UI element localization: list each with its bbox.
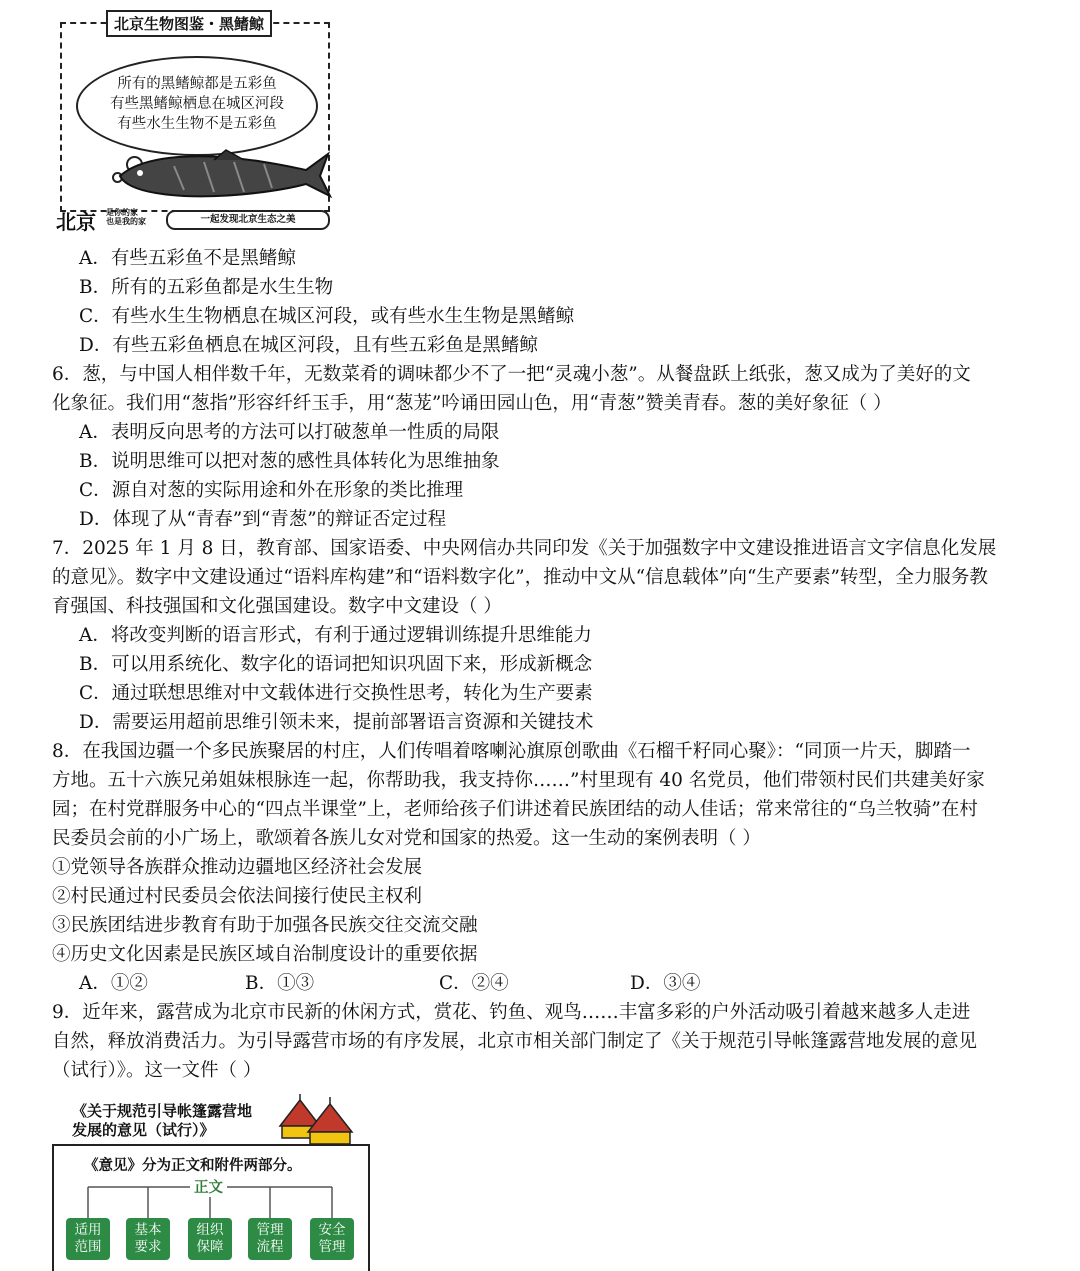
q8-choice-c: C．②④ [439,973,509,994]
document-structure-figure [52,1094,372,1269]
structure-root: 正文 [190,1176,227,1197]
q7-option-d: D．需要运用超前思维引领未来，提前部署语言资源和关键技术 [79,712,594,733]
bubble-line-1: 所有的黑鳍鲸都是五彩鱼 [117,76,277,92]
q8-stem-line-2: 方地。五十六族兄弟姐妹根脉连一起，你帮助我，我支持你……”村里现有 40 名党员，他们带领村民们共建美好家 [52,770,985,791]
q5-option-d: D．有些五彩鱼栖息在城区河段，且有些五彩鱼是黑鳍鲸 [79,335,538,356]
q7-option-c: C．通过联想思维对中文载体进行交换性思考，转化为生产要素 [79,683,593,704]
leaf-label: 流程 [256,1239,284,1255]
thought-bubble [76,56,318,156]
q7-option-b: B．可以用系统化、数字化的语词把知识巩固下来，形成新概念 [79,654,593,675]
q6-stem-line-2: 化象征。我们用“葱指”形容纤纤玉手，用“葱茏”吟诵田园山色，用“青葱”赞美青春。葱的美好象征（ ） [52,393,892,414]
q8-statement-4: ④历史文化因素是民族区域自治制度设计的重要依据 [52,944,478,965]
structure-intro: 《意见》分为正文和附件两部分。 [84,1157,302,1174]
brand-tagline: 是你的家 也是我的家 [106,208,146,226]
leaf-label: 基本 [134,1222,162,1238]
bubble-line-3: 有些水生生物不是五彩鱼 [117,116,277,132]
leaf-label: 适用 [74,1222,102,1238]
q6-option-c: C．源自对葱的实际用途和外在形象的类比推理 [79,480,464,501]
q5-option-a: A．有些五彩鱼不是黑鳍鲸 [79,248,296,269]
q7-stem-line-2: 的意见》。数字中文建设通过“语料库构建”和“语料数字化”，推动中文从“信息载体”向“生产要素”转型，全力服务教 [52,567,988,588]
q8-stem-line-3: 园；在村党群服务中心的“四点半课堂”上，老师给孩子们讲述着民族团结的动人佳话；常来常往的“乌兰牧骑”在村 [52,799,978,820]
q5-option-b: B．所有的五彩鱼都是水生生物 [79,277,334,298]
leaf-label: 范围 [74,1239,102,1255]
structure-box [52,1144,370,1271]
structure-leaf-requirements [126,1218,170,1260]
q6-option-b: B．说明思维可以把对葱的感性具体转化为思维抽象 [79,451,500,472]
q8-stem-line-1: 8．在我国边疆一个多民族聚居的村庄，人们传唱着喀喇沁旗原创歌曲《石榴千籽同心聚》：“同顶一片天，脚踏一 [52,741,971,762]
leaf-label: 要求 [134,1239,162,1255]
leaf-label: 安全 [318,1222,346,1238]
q8-choice-d: D．③④ [630,973,701,994]
illustration-title: 北京生物图鉴・黑鳍鲸 [106,10,272,37]
q9-stem-line-3: （试行）》。这一文件（ ） [52,1060,262,1081]
q9-stem-line-2: 自然，释放消费活力。为引导露营市场的有序发展，北京市相关部门制定了《关于规范引导帐篷露营地发展的意见 [52,1031,978,1052]
slogan-badge: 一起发现北京生态之美 [166,210,330,230]
structure-leaf-organization [188,1218,232,1260]
q7-stem-line-1: 7．2025 年 1 月 8 日，教育部、国家语委、中央网信办共同印发《关于加强数字中文建设推进语言文字信息化发展 [52,538,997,559]
fish-illustration [56,10,336,232]
figure-title [72,1102,252,1140]
q6-option-d: D．体现了从“青春”到“青葱”的辩证否定过程 [79,509,447,530]
tent-icon [278,1094,358,1144]
q6-stem-line-1: 6．葱，与中国人相伴数千年，无数菜肴的调味都少不了一把“灵魂小葱”。从餐盘跃上纸张，葱又成为了美好的文 [52,364,971,385]
leaf-label: 组织 [196,1222,224,1238]
q6-option-a: A．表明反向思考的方法可以打破葱单一性质的局限 [79,422,500,443]
figure-title-line-1: 《关于规范引导帐篷露营地 [72,1102,253,1120]
structure-leaf-process [248,1218,292,1260]
bubble-line-2: 有些黑鳍鲸栖息在城区河段 [110,96,284,112]
q5-option-c: C．有些水生生物栖息在城区河段，或有些水生生物是黑鳍鲸 [79,306,575,327]
leaf-label: 管理 [256,1222,284,1238]
structure-leaf-safety [310,1218,354,1260]
q7-stem-line-3: 育强国、科技强国和文化强国建设。数字中文建设（ ） [52,596,502,617]
q8-statement-3: ③民族团结进步教育有助于加强各民族交往交流交融 [52,915,478,936]
leaf-label: 保障 [196,1239,224,1255]
q8-choice-a: A．①② [79,973,148,994]
q9-stem-line-1: 9．近年来，露营成为北京市民新的休闲方式，赏花、钓鱼、观鸟……丰富多彩的户外活动吸引着越来越多人走进 [52,1002,971,1023]
figure-title-line-2: 发展的意见（试行）》 [72,1121,215,1139]
q8-statement-2: ②村民通过村民委员会依法间接行使民主权利 [52,886,423,907]
q7-option-a: A．将改变判断的语言形式，有利于通过逻辑训练提升思维能力 [79,625,592,646]
structure-leaf-scope [66,1218,110,1260]
fish-icon [114,146,334,202]
brand-logo: 北京 [56,210,96,234]
q8-choice-b: B．①③ [245,973,315,994]
leaf-label: 管理 [318,1239,346,1255]
q8-statement-1: ①党领导各族群众推动边疆地区经济社会发展 [52,857,423,878]
q8-stem-line-4: 民委员会前的小广场上，歌颂着各族儿女对党和国家的热爱。这一生动的案例表明（ ） [52,828,761,849]
